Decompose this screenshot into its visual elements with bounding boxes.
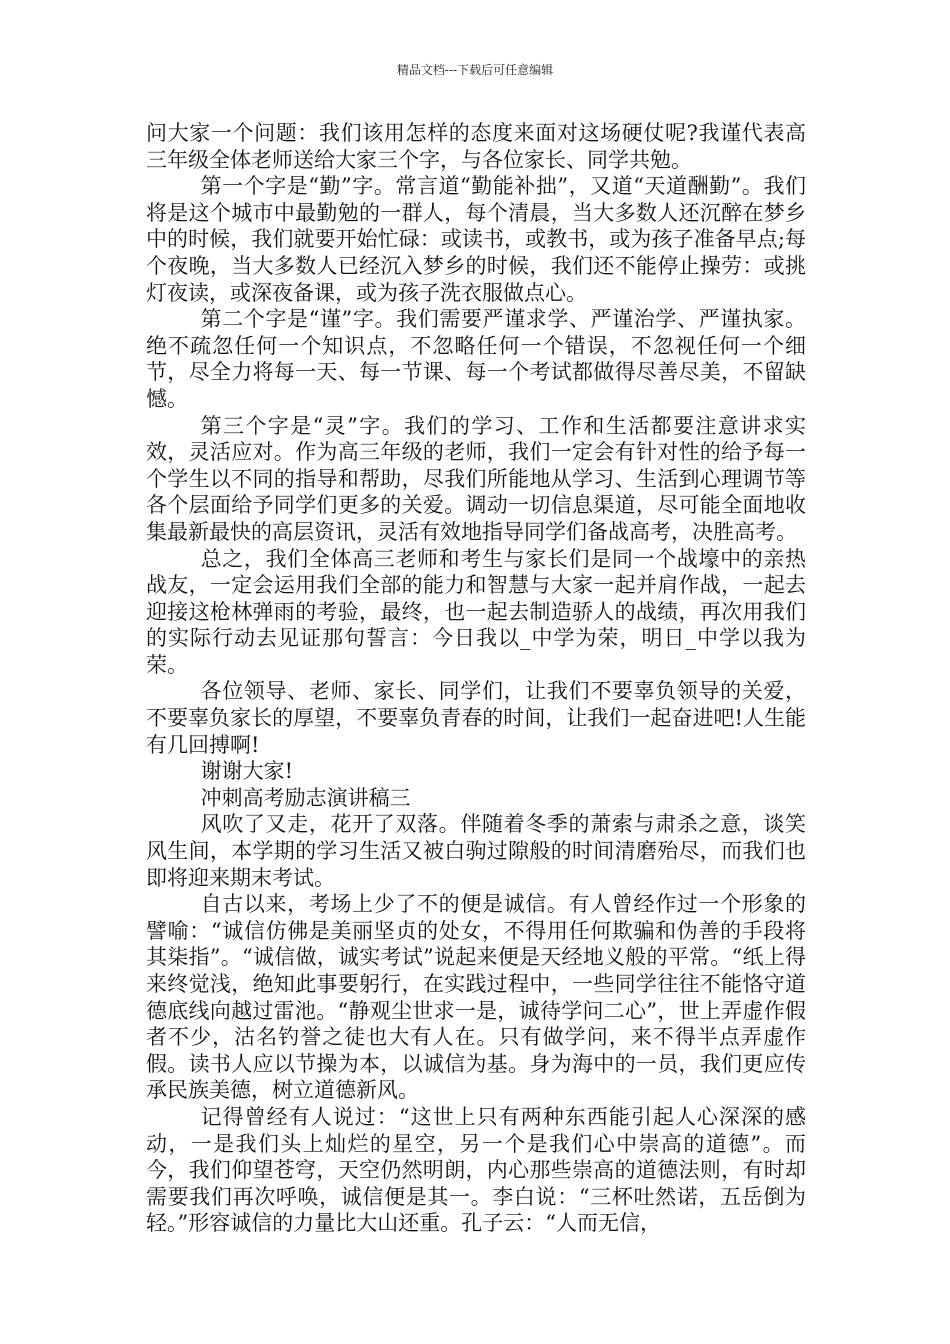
paragraph-4: 第三个字是“灵”字。我们的学习、工作和生活都要注意讲求实效，灵活应对。作为高三年级的老师，我们一定会有针对性的给予每一个学生以不同的指导和帮助，尽我们所能地从学习、生活到心理调节等各个层面给予同学们更多的关爱。调动一切信息渠道，尽可能全面地收集最新最快的高层资讯，灵活有效地指导同学们备战高考，决胜高考。 (146, 413, 806, 544)
paragraph-11: 记得曾经有人说过：“这世上只有两种东西能引起人心深深的感动，一是我们头上灿烂的星空，另一个是我们心中崇高的道德”。而今，我们仰望苍穹，天空仍然明朗，内心那些崇高的道德法则，有时却需要我们再次呼唤，诚信便是其一。李白说：“三杯吐然诺，五岳倒为轻。”形容诚信的力量比大山还重。孔子云：“人而无信， (146, 1104, 806, 1236)
page-header: 精品文档---下载后可任意编辑 (396, 63, 554, 77)
document-body (146, 120, 806, 1237)
paragraph-7: 谢谢大家! (200, 759, 294, 784)
paragraph-3: 第二个字是“谨”字。我们需要严谨求学、严谨治学、严谨执家。绝不疏忽任何一个知识点，不忽略任何一个错误，不忽视任何一个细节，尽全力将每一天、每一节课、每一个考试都做得尽善尽美，不留缺憾。 (146, 307, 806, 411)
section-title: 冲刺高考励志演讲稿三 (200, 785, 411, 810)
paragraph-5: 总之，我们全体高三老师和考生与家长们是同一个战壕中的亲热战友，一定会运用我们全部的能力和智慧与大家一起并肩作战，一起去迎接这枪林弹雨的考验，最终，也一起去制造骄人的战绩，再次用我们的实际行动去见证那句誓言：今日我以_中学为荣，明日_中学以我为荣。 (146, 546, 806, 677)
paragraph-9: 风吹了又走，花开了双落。伴随着冬季的萧索与肃杀之意，谈笑风生间，本学期的学习生活又被白驹过隙般的时间清磨殆尽，而我们也即将迎来期末考试。 (146, 812, 806, 890)
paragraph-6: 各位领导、老师、家长、同学们，让我们不要辜负领导的关爱，不要辜负家长的厚望，不要辜负青春的时间，让我们一起奋进吧!人生能有几回搏啊! (146, 679, 806, 757)
paragraph-10: 自古以来，考场上少了不的便是诚信。有人曾经作过一个形象的譬喻：“诚信仿佛是美丽坚贞的处女，不得用任何欺骗和伪善的手段将其柒指”。“诚信做，诚实考试”说起来便是天经地义般的平常。“纸上得来终觉浅，绝知此事要躬行，在实践过程中，一些同学往往不能恪守道德底线向越过雷池。“静观尘世求一是，诚待学问二心”，世上弄虚作假者不少，沽名钓誉之徒也大有人在。只有做学问，来不得半点弄虚作假。读书人应以节操为本，以诚信为基。身为海中的一员，我们更应传承民族美德，树立道德新风。 (146, 892, 806, 1103)
paragraph-2: 第一个字是“勤”字。常言道“勤能补拙”，又道“天道酬勤”。我们将是这个城市中最勤勉的一群人，每个清晨，当大多数人还沉醉在梦乡中的时候，我们就要开始忙碌：或读书，或教书，或为孩子准备早点;每个夜晚，当大多数人已经沉入梦乡的时候，我们还不能停止操劳：或挑灯夜读，或深夜备课，或为孩子洗衣服做点心。 (146, 174, 806, 305)
paragraph-1: 问大家一个问题：我们该用怎样的态度来面对这场硬仗呢?我谨代表高三年级全体老师送给大家三个字，与各位家长、同学共勉。 (146, 121, 806, 172)
